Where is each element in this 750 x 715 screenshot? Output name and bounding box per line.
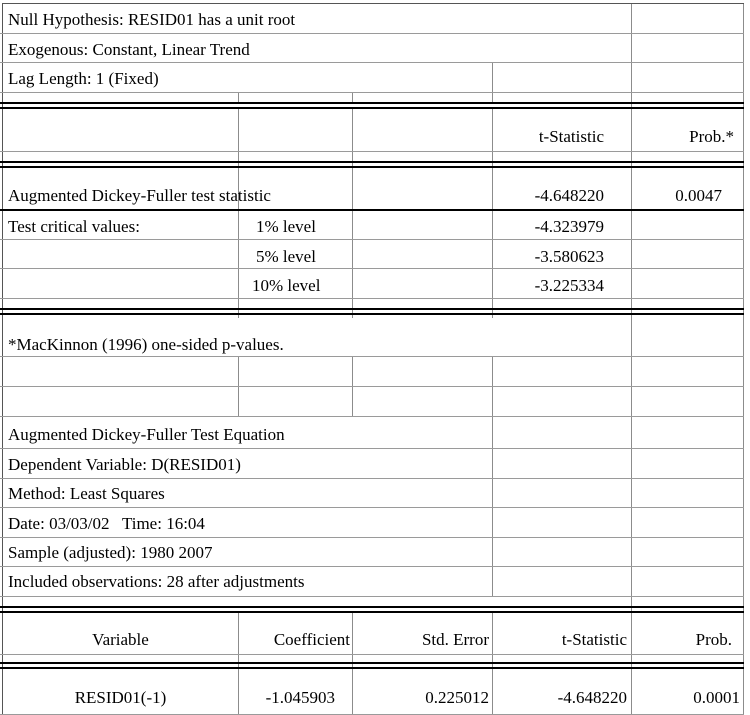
lag-length: Lag Length: 1 (Fixed) [8,69,159,88]
rule-line [0,209,744,211]
rule-line [0,662,744,664]
rule-line [0,107,744,109]
grid-line [352,108,353,318]
grid-line [492,62,493,102]
grid-line [0,386,744,387]
null-hypothesis: Null Hypothesis: RESID01 has a unit root [8,10,296,29]
level-1-value: -4.323979 [534,217,604,236]
grid-line [0,268,744,269]
rule-line [0,166,744,168]
grid-line [238,108,239,318]
rule-line [0,308,744,310]
grid-line [0,33,744,34]
grid-line [0,239,744,240]
table-row-std-error: 0.225012 [425,688,489,707]
date-time: Date: 03/03/02 Time: 16:04 [8,514,205,533]
grid-line [631,3,632,715]
grid-line [0,356,744,357]
table-row-t-statistic: -4.648220 [557,688,627,707]
coef-header-coefficient: Coefficient [273,630,350,649]
exogenous: Exogenous: Constant, Linear Trend [8,40,250,59]
rule-line [0,102,744,104]
col-header-t-statistic: t-Statistic [538,127,604,146]
grid-line [238,92,239,102]
method: Method: Least Squares [8,484,165,503]
adf-t-statistic: -4.648220 [534,186,604,205]
dependent-variable: Dependent Variable: D(RESID01) [8,455,241,474]
table-row-coefficient: -1.045903 [265,688,335,707]
grid-line [0,596,744,597]
coef-header-std-error: Std. Error [421,630,489,649]
grid-line [492,416,493,596]
col-header-prob: Prob.* [689,127,734,146]
grid-line [2,3,744,4]
level-1-label: 1% level [256,217,316,236]
grid-line [2,3,3,715]
rule-line [0,313,744,315]
grid-line [0,448,744,449]
sample: Sample (adjusted): 1980 2007 [8,543,213,562]
grid-line [743,3,744,715]
rule-line [0,667,744,669]
grid-line [0,654,744,655]
grid-line [0,298,744,299]
adf-prob: 0.0047 [675,186,722,205]
grid-line [0,62,744,63]
level-10-label: 10% level [252,276,321,295]
coef-header-variable: Variable [92,630,149,649]
rule-line [0,606,744,608]
equation-title: Augmented Dickey-Fuller Test Equation [8,425,285,444]
grid-line [0,566,744,567]
mackinnon-footnote: *MacKinnon (1996) one-sided p-values. [8,335,284,354]
grid-line [0,151,744,152]
coef-header-prob: Prob. [695,630,732,649]
level-5-value: -3.580623 [534,247,604,266]
grid-line [0,537,744,538]
table-row-prob: 0.0001 [693,688,740,707]
grid-line [0,507,744,508]
level-5-label: 5% level [256,247,316,266]
rule-line [0,161,744,163]
grid-line [352,92,353,102]
coef-header-t-statistic: t-Statistic [561,630,627,649]
critical-values-label: Test critical values: [8,217,140,236]
adf-statistic-label: Augmented Dickey-Fuller test statistic [8,186,271,205]
included-observations: Included observations: 28 after adjustments [8,572,305,591]
level-10-value: -3.225334 [534,276,604,295]
table-row-variable: RESID01(-1) [74,688,167,707]
grid-line [0,92,744,93]
grid-line [0,478,744,479]
rule-line [0,611,744,613]
grid-line [0,416,744,417]
